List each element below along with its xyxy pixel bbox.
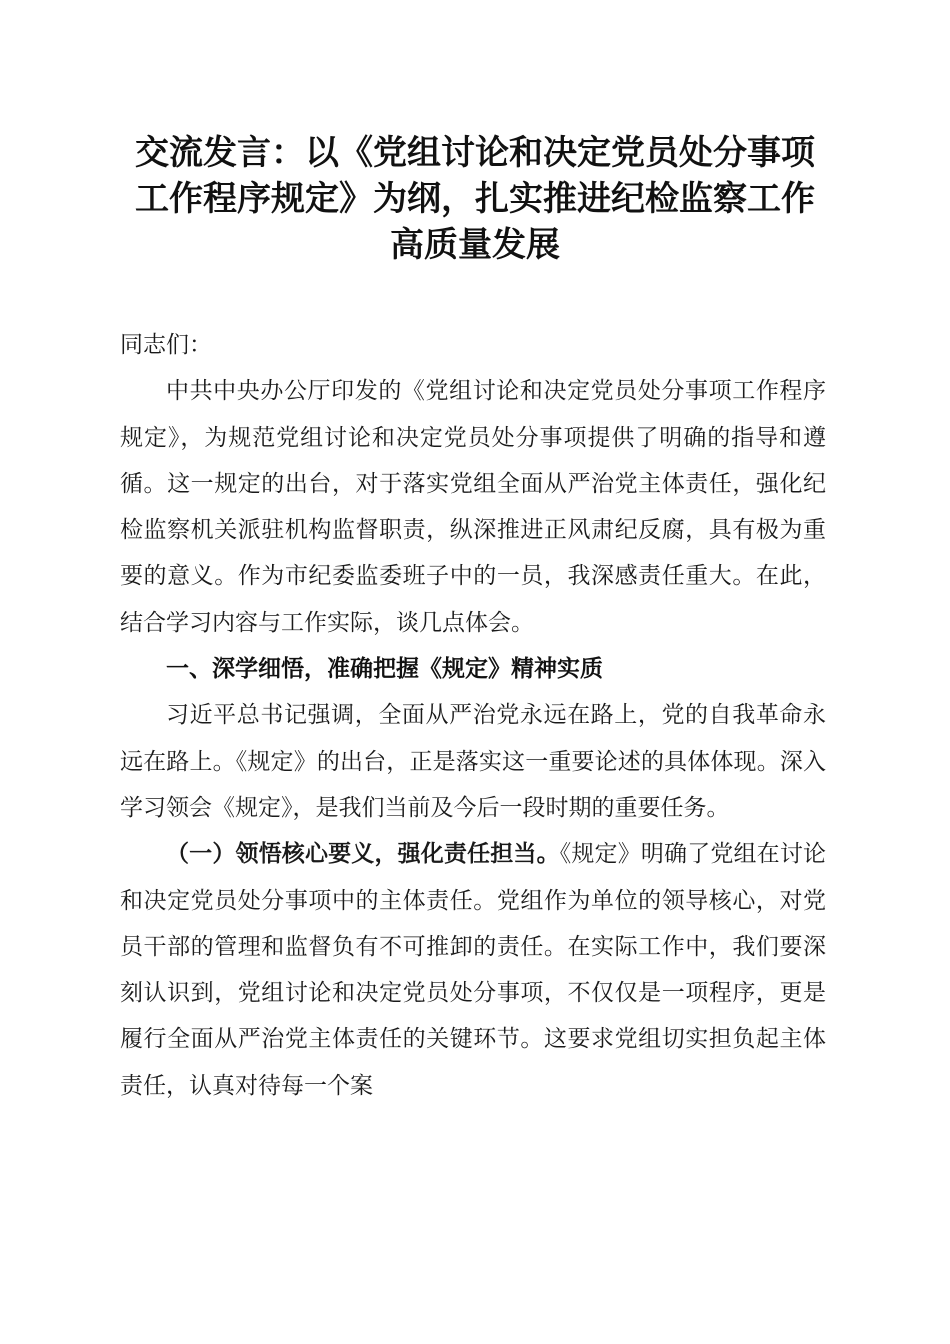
salutation: 同志们： bbox=[120, 332, 212, 358]
intro-paragraph: 中共中央办公厅印发的《党组讨论和决定党员处分事项工作程序规定》，为规范党组讨论和决定党员处分事项提供了明确的指导和遵循。这一规定的出台，对于落实党组全面从严治党主体责任，强化纪检监察机关派驻机构监督职责，纵深推进正风肃纪反腐，具有极为重要的意义。作为市纪委监委班子中的一员，我深感责任重大。在此，结合学习内容与工作实际，谈几点体会。 bbox=[120, 378, 826, 636]
title-line-1: 交流发言：以《党组讨论和决定党员处分事项 bbox=[135, 133, 815, 173]
subsection-1-paragraph bbox=[120, 831, 826, 1109]
subsection-1-lead: （一）领悟核心要义，强化责任担当。 bbox=[166, 840, 560, 868]
document-body bbox=[120, 322, 826, 1109]
title-line-3: 高质量发展 bbox=[390, 225, 560, 265]
document-title bbox=[100, 130, 850, 268]
section-1-paragraph: 习近平总书记强调，全面从严治党永远在路上，党的自我革命永远在路上。《规定》的出台，正是落实这一重要论述的具体体现。深入学习领会《规定》，是我们当前及今后一段时期的重要任务。 bbox=[120, 702, 826, 821]
subsection-1-body: 《规定》明确了党组在讨论和决定党员处分事项中的主体责任。党组作为单位的领导核心，对党员干部的管理和监督负有不可推卸的责任。在实际工作中，我们要深刻认识到，党组讨论和决定党员处分事项，不仅仅是一项程序，更是履行全面从严治党主体责任的关键环节。这要求党组切实担负起主体责任，认真对待每一个案 bbox=[120, 841, 827, 1099]
section-heading-1: 一、深学细悟，准确把握《规定》精神实质 bbox=[166, 655, 603, 683]
title-line-2: 工作程序规定》为纲，扎实推进纪检监察工作 bbox=[135, 179, 815, 219]
